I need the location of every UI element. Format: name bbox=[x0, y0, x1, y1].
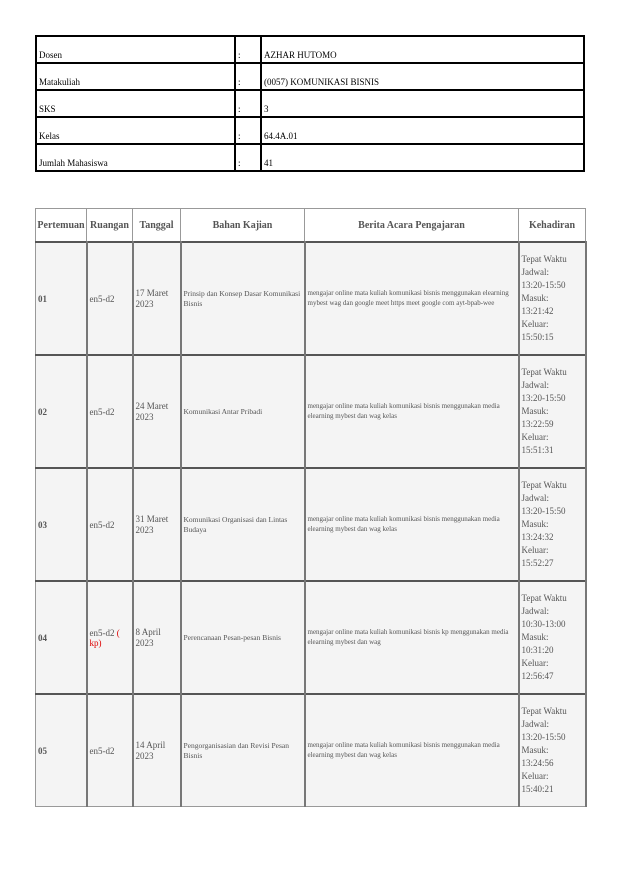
tanggal-cell: 24 Maret 2023 bbox=[133, 355, 181, 468]
info-label: Kelas bbox=[36, 117, 235, 144]
pertemuan-cell: 03 bbox=[36, 468, 87, 581]
tanggal-cell: 31 Maret 2023 bbox=[133, 468, 181, 581]
info-label: Dosen bbox=[36, 36, 235, 63]
info-row-matakuliah bbox=[36, 63, 584, 90]
berita-acara-cell: mengajar online mata kuliah komunikasi bisnis kp menggunakan media elearning mybest dan wag bbox=[305, 581, 519, 694]
kehadiran-line: 13:20-15:50 bbox=[521, 279, 566, 290]
kehadiran-line: Tepat Waktu bbox=[521, 479, 567, 490]
ruangan-text: en5-d2 bbox=[89, 406, 115, 417]
header-tanggal: Tanggal bbox=[133, 209, 181, 243]
kehadiran-line: Masuk: bbox=[521, 292, 549, 303]
info-separator: : bbox=[235, 90, 261, 117]
kehadiran-line: 10:31:20 bbox=[521, 645, 554, 656]
ruangan-cell bbox=[87, 355, 133, 468]
kehadiran-cell bbox=[519, 355, 586, 468]
header-kehadiran: Kehadiran bbox=[519, 209, 586, 243]
ruangan-text: en5-d2 bbox=[89, 627, 115, 638]
kehadiran-line: 10:30-13:00 bbox=[521, 618, 566, 629]
info-value: AZHAR HUTOMO bbox=[261, 36, 584, 63]
kehadiran-line: 13:21:42 bbox=[521, 306, 554, 317]
kehadiran-line: Jadwal: bbox=[521, 718, 549, 729]
kehadiran-line: Tepat Waktu bbox=[521, 592, 567, 603]
info-table bbox=[35, 35, 585, 172]
kehadiran-line: Masuk: bbox=[521, 744, 549, 755]
kehadiran-line: 13:20-15:50 bbox=[521, 392, 566, 403]
ruangan-note: ( kp) bbox=[89, 627, 120, 648]
table-row bbox=[36, 694, 586, 807]
ruangan-cell bbox=[87, 468, 133, 581]
kehadiran-line: 15:52:27 bbox=[521, 558, 554, 569]
berita-acara-cell: mengajar online mata kuliah komunikasi bisnis menggunakan media elearning mybest dan wag kelas bbox=[305, 355, 519, 468]
schedule-table bbox=[35, 208, 587, 807]
kehadiran-line: Keluar: bbox=[521, 658, 549, 669]
kehadiran-cell bbox=[519, 468, 586, 581]
tanggal-cell: 17 Maret 2023 bbox=[133, 242, 181, 355]
berita-acara-cell: mengajar online mata kuliah komunikasi bisnis menggunakan media elearning mybest dan wag kelas bbox=[305, 468, 519, 581]
header-pertemuan: Pertemuan bbox=[36, 209, 87, 243]
schedule-header-row bbox=[36, 209, 586, 243]
ruangan-cell bbox=[87, 694, 133, 807]
table-row bbox=[36, 242, 586, 355]
kehadiran-line: Keluar: bbox=[521, 771, 549, 782]
info-row-dosen bbox=[36, 36, 584, 63]
kehadiran-line: Jadwal: bbox=[521, 266, 549, 277]
info-separator: : bbox=[235, 63, 261, 90]
kehadiran-line: 15:51:31 bbox=[521, 445, 554, 456]
berita-acara-cell: mengajar online mata kuliah komunikasi bisnis menggunakan media elearning mybest dan wag kelas bbox=[305, 694, 519, 807]
kehadiran-line: 13:24:32 bbox=[521, 532, 554, 543]
kehadiran-line: Keluar: bbox=[521, 545, 549, 556]
info-label: Jumlah Mahasiswa bbox=[36, 144, 235, 171]
schedule-body bbox=[36, 242, 586, 807]
kehadiran-line: Masuk: bbox=[521, 631, 549, 642]
bahan-kajian-cell: Komunikasi Organisasi dan Lintas Budaya bbox=[181, 468, 305, 581]
bahan-kajian-cell: Komunikasi Antar Pribadi bbox=[181, 355, 305, 468]
info-label: Matakuliah bbox=[36, 63, 235, 90]
ruangan-text: en5-d2 bbox=[89, 293, 115, 304]
kehadiran-line: Keluar: bbox=[521, 432, 549, 443]
info-value: (0057) KOMUNIKASI BISNIS bbox=[261, 63, 584, 90]
kehadiran-line: 13:20-15:50 bbox=[521, 505, 566, 516]
kehadiran-cell bbox=[519, 694, 586, 807]
header-ruangan: Ruangan bbox=[87, 209, 133, 243]
info-value: 64.4A.01 bbox=[261, 117, 584, 144]
info-separator: : bbox=[235, 36, 261, 63]
tanggal-cell: 14 April 2023 bbox=[133, 694, 181, 807]
pertemuan-cell: 02 bbox=[36, 355, 87, 468]
info-value: 41 bbox=[261, 144, 584, 171]
bahan-kajian-cell: Prinsip dan Konsep Dasar Komunikasi Bisnis bbox=[181, 242, 305, 355]
bahan-kajian-cell: Pengorganisasian dan Revisi Pesan Bisnis bbox=[181, 694, 305, 807]
berita-acara-cell: mengajar online mata kuliah komunikasi bisnis menggunakan elearning mybest wag dan google meet https meet google com ayt-bpab-wee bbox=[305, 242, 519, 355]
pertemuan-cell: 05 bbox=[36, 694, 87, 807]
kehadiran-line: Tepat Waktu bbox=[521, 366, 567, 377]
ruangan-cell bbox=[87, 581, 133, 694]
kehadiran-line: 13:24:56 bbox=[521, 758, 554, 769]
kehadiran-line: Jadwal: bbox=[521, 605, 549, 616]
kehadiran-line: Jadwal: bbox=[521, 379, 549, 390]
kehadiran-line: 13:22:59 bbox=[521, 419, 554, 430]
kehadiran-line: Tepat Waktu bbox=[521, 705, 567, 716]
info-value: 3 bbox=[261, 90, 584, 117]
kehadiran-line: Masuk: bbox=[521, 405, 549, 416]
kehadiran-line: 15:40:21 bbox=[521, 784, 554, 795]
kehadiran-line: Jadwal: bbox=[521, 492, 549, 503]
tanggal-cell: 8 April 2023 bbox=[133, 581, 181, 694]
pertemuan-cell: 01 bbox=[36, 242, 87, 355]
table-row bbox=[36, 468, 586, 581]
info-separator: : bbox=[235, 144, 261, 171]
info-row-sks bbox=[36, 90, 584, 117]
info-row-kelas bbox=[36, 117, 584, 144]
kehadiran-line: 15:50:15 bbox=[521, 332, 554, 343]
kehadiran-line: 13:20-15:50 bbox=[521, 731, 566, 742]
kehadiran-line: 12:56:47 bbox=[521, 671, 554, 682]
kehadiran-line: Masuk: bbox=[521, 518, 549, 529]
kehadiran-cell bbox=[519, 242, 586, 355]
table-row bbox=[36, 355, 586, 468]
info-label: SKS bbox=[36, 90, 235, 117]
table-row bbox=[36, 581, 586, 694]
header-berita-acara: Berita Acara Pengajaran bbox=[305, 209, 519, 243]
kehadiran-cell bbox=[519, 581, 586, 694]
ruangan-text: en5-d2 bbox=[89, 745, 115, 756]
info-row-jumlah-mahasiswa bbox=[36, 144, 584, 171]
kehadiran-line: Tepat Waktu bbox=[521, 253, 567, 264]
kehadiran-line: Keluar: bbox=[521, 319, 549, 330]
pertemuan-cell: 04 bbox=[36, 581, 87, 694]
ruangan-text: en5-d2 bbox=[89, 519, 115, 530]
header-bahan-kajian: Bahan Kajian bbox=[181, 209, 305, 243]
ruangan-cell bbox=[87, 242, 133, 355]
info-separator: : bbox=[235, 117, 261, 144]
bahan-kajian-cell: Perencanaan Pesan-pesan Bisnis bbox=[181, 581, 305, 694]
